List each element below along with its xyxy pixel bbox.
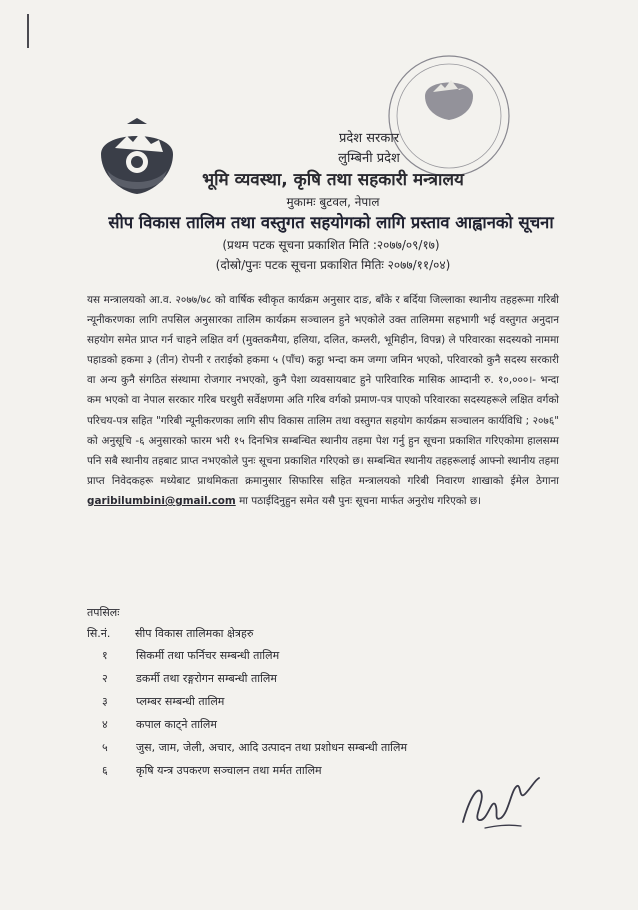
signature: [455, 770, 545, 840]
list-item-number: ६: [102, 764, 108, 777]
schedule-col-sn: सि.नं.: [87, 627, 111, 640]
list-item-number: २: [102, 672, 108, 685]
list-item-text: कृषि यन्त्र उपकरण सञ्चालन तथा मर्मत तालिम: [136, 764, 322, 777]
ministry-name: भूमि व्यवस्था, कृषि तथा सहकारी मन्त्रालय: [202, 170, 464, 190]
body-text-closing: मा पठाईदिनुहुन समेत यसै पुनः सूचना मार्फत अनुरोध गरिएको छ।: [239, 494, 482, 507]
list-item: [102, 648, 279, 668]
list-item-text: प्लम्बर सम्बन्धी तालिम: [136, 695, 225, 708]
second-publication-date: (दोस्रो/पुनः पटक सूचना प्रकाशित मितिः २०७७/११/०४): [215, 258, 451, 272]
notice-body: [87, 290, 559, 511]
list-item-number: ५: [102, 741, 108, 754]
email-link[interactable]: garibilumbini@gmail.com: [87, 494, 236, 507]
list-item-text: डकर्मी तथा रङ्गरोगन सम्बन्धी तालिम: [136, 672, 277, 685]
list-item: [102, 717, 217, 737]
header-line-province-government: प्रदेश सरकार: [338, 131, 400, 146]
list-item-number: ४: [102, 718, 108, 731]
list-item: [102, 763, 322, 783]
body-text-main: यस मन्त्रालयको आ.व. २०७७/७८ को वार्षिक स्वीकृत कार्यक्रम अनुसार दाङ, बाँके र बर्दिया जिल्लाका स्थानीय तहहरूमा गरिबी न्यूनीकरणका लागि तपसिल अनुसारका तालिम कार्यक्रम सञ्चालन हुने भएकोले उक्त तालिममा सहभागी भई वस्तुगत अनुदान सहयोग समेत प्राप्त गर्न चाहने लक्षित वर्ग (मुक्तकमैया, हलिया, दलित, कम्लरी, भूमिहीन, विपन्न) ले परिवारका सदस्यको नाममा पहाडको हकमा ३ (तीन) रोपनी र तराईको हकमा ५ (पाँच) कट्ठा भन्दा कम जग्गा जमिन भएको, परिवारको कुनै सदस्य सरकारी वा अन्य कुनै संगठित संस्थामा रोजगार नभएको, कुनै पेशा व्यवसायबाट हुने पारिवारिक मासिक आम्दानी रु. १०,०००।- भन्दा कम भएको वा नेपाल सरकार गरिब घरधुरी सर्वेक्षणमा अति गरिब वर्गको प्रमाण-पत्र पाएको परिवारका सदस्यहरूले लक्षित वर्गको परिचय-पत्र सहित "गरिबी न्यूनीकरणका लागि सीप विकास तालिम तथा वस्तुगत सहयोग कार्यक्रम सञ्चालन कार्यविधि ; २०७६" को अनुसूचि -६ अनुसारको फारम भरी १५ दिनभित्र सम्बन्धित स्थानीय तहमा पेश गर्नु हुन सूचना प्रकाशित गरिएकोमा हालसम्म पनि सबै स्थानीय तहबाट प्राप्त नभएकोले पुनः सूचना प्रकाशित गरिएको छ। सम्बन्धित स्थानीय तहहरूलाई आफ्नो स्थानीय तहमा प्राप्त निवेदकहरू मध्येबाट प्राथमिकता क्रमानुसार सिफारिस सहित मन्त्रालयको गरिबी निवारण शाखाको ईमेल ठेगाना: [87, 294, 559, 487]
first-publication-date: (प्रथम पटक सूचना प्रकाशित मिति :२०७७/०९/१७): [222, 238, 440, 252]
list-item-text: कपाल काट्ने तालिम: [136, 718, 217, 731]
office-location: मुकामः बुटवल, नेपाल: [286, 195, 380, 209]
schedule-header: [87, 626, 253, 641]
schedule-col-area: सीप विकास तालिमका क्षेत्रहरु: [135, 627, 254, 640]
header-line-province-name: लुम्बिनी प्रदेश: [338, 151, 400, 166]
schedule-label: तपसिलः: [87, 606, 120, 619]
list-item: [102, 694, 224, 714]
list-item-text: जुस, जाम, जेली, अचार, आदि उत्पादन तथा प्रशोधन सम्बन्धी तालिम: [136, 741, 408, 754]
list-item-text: सिकर्मी तथा फर्निचर सम्बन्धी तालिम: [136, 649, 280, 662]
list-item-number: ३: [102, 695, 108, 708]
list-item: [102, 671, 277, 691]
list-item-number: १: [102, 649, 108, 662]
list-item: [102, 740, 407, 760]
margin-mark: [27, 14, 29, 48]
notice-title: सीप विकास तालिम तथा वस्तुगत सहयोगको लागि प्रस्ताव आह्वानको सूचना: [108, 213, 554, 232]
